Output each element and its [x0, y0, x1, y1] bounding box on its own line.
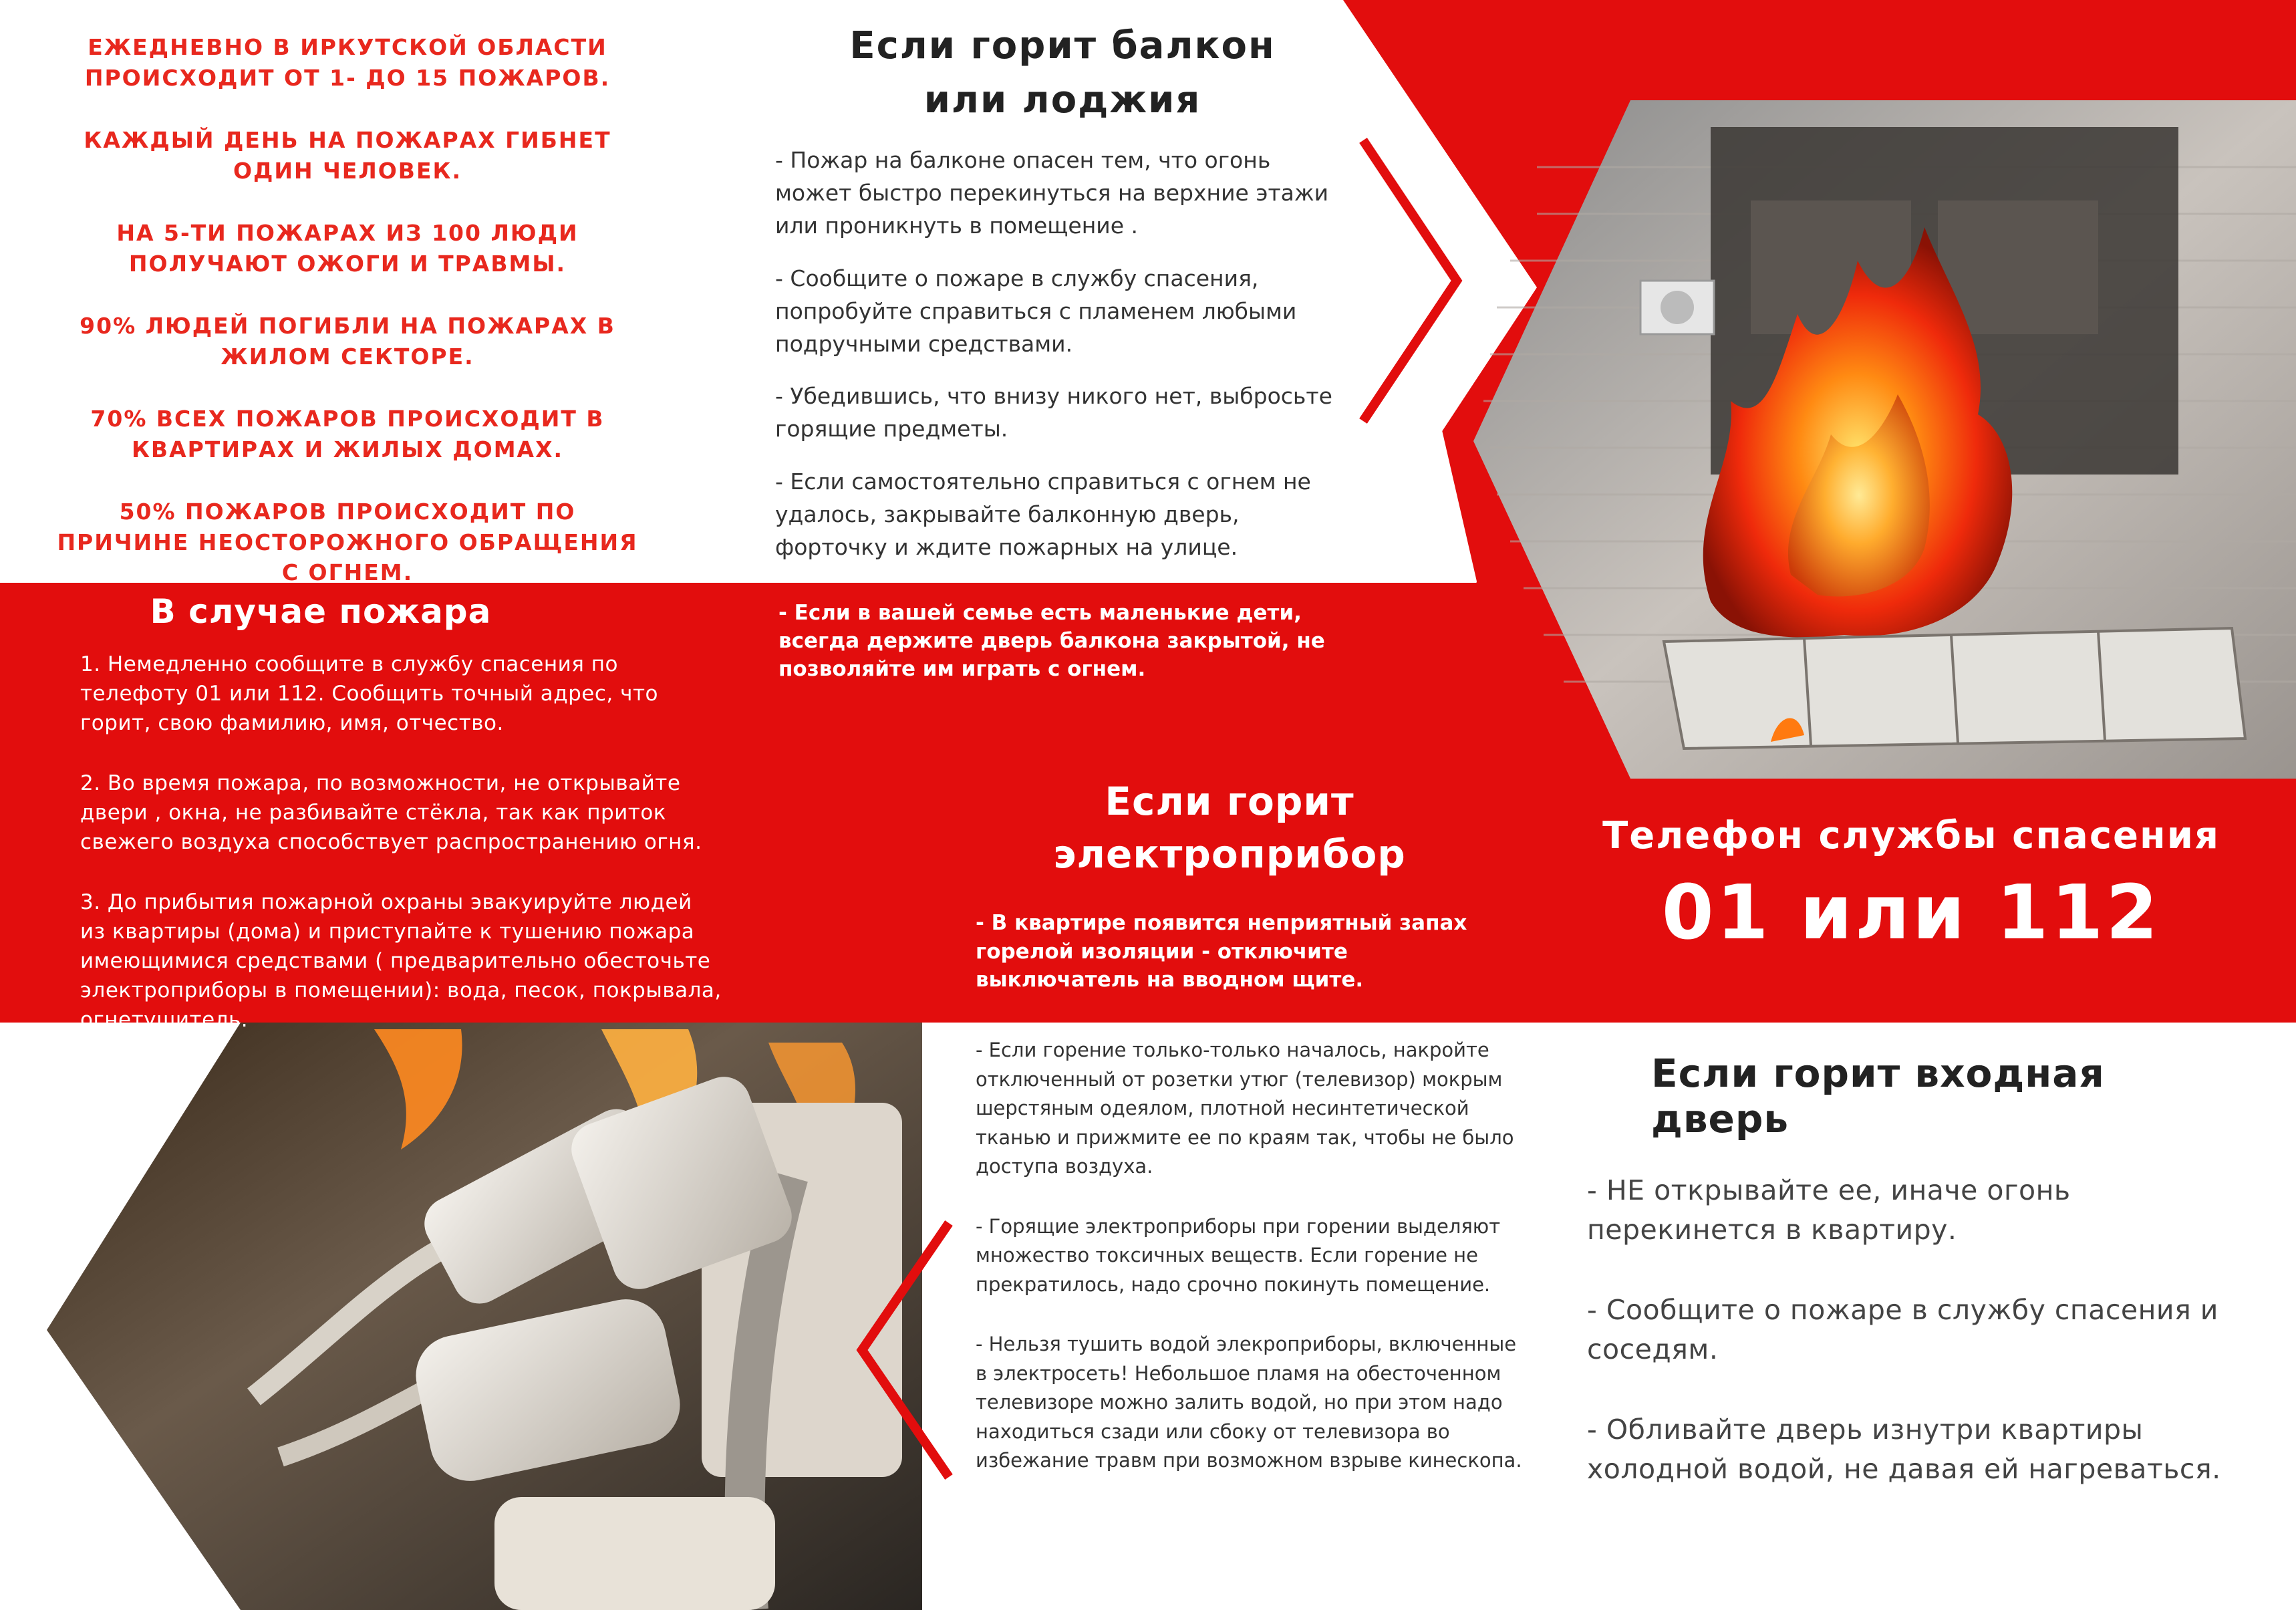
stat-daily-fires: ЕЖЕДНЕВНО В ИРКУТСКОЙ ОБЛАСТИ ПРОИСХОДИТ ОТ 1- ДО 15 ПОЖАРОВ. [84, 34, 611, 91]
door-title: Если горит входная дверь [1651, 1051, 2105, 1142]
stat-injuries: НА 5-ТИ ПОЖАРАХ ИЗ 100 ЛЮДИ ПОЛУЧАЮТ ОЖОГИ И ТРАВМЫ. [116, 220, 579, 277]
balcony-title: Если горит балкон или лоджия [849, 24, 1276, 122]
balcony-section [775, 19, 1350, 583]
door-item: - Обливайте дверь изнутри квартиры холодной водой, не давая ей нагреваться. [1587, 1413, 2221, 1486]
stat-residential-deaths: 90% ЛЮДЕЙ ПОГИБЛИ НА ПОЖАРАХ В ЖИЛОМ СЕКТОРЕ. [80, 313, 615, 370]
emergency-phone-label: Телефон службы спасения [1602, 814, 2220, 857]
fire-case-item: 1. Немедленно сообщите в службу спасения по телефоту 01 или 112. Сообщить точный адрес, что горит, свою фамилию, имя, отчество. [80, 652, 658, 736]
electrical-smell-warning: - В квартире появится неприятный запах горелой изоляции - отключите выключатель на вводном щите. [976, 910, 1467, 992]
electrical-item: - Горящие электроприборы при горении выделяют множество токсичных веществ. Если горение не прекратилось, надо срочно покинуть помещение. [976, 1214, 1501, 1296]
fire-case-item: 3. До прибытия пожарной охраны эвакуируйте людей из квартиры (дома) и приступайте к тушению пожара имеющимися средствами ( предварительно обесточьте электроприборы в помещении): вода, песок, покрывала, огнетушитель. [80, 890, 722, 1033]
fire-case-item: 2. Во время пожара, по возможности, не открывайте двери , окна, не разбивайте стёкла, так как приток свежего воздуха способствует распространению огня. [80, 771, 702, 855]
balcony-item: - Если самостоятельно справиться с огнем не удалось, закрывайте балконную дверь, форточку и ждите пожарных на улице. [775, 468, 1311, 560]
balcony-item: - Пожар на балконе опасен тем, что огонь может быстро перекинуться на верхние этажи или проникнуть в помещение . [775, 147, 1329, 239]
emergency-phone-block [1577, 814, 2245, 956]
door-section [1587, 1051, 2242, 1530]
burning-socket-photo [47, 1023, 922, 1610]
door-instructions [1587, 1171, 2242, 1490]
fire-case-title: В случае пожара [150, 592, 492, 631]
stat-careless-fire: 50% ПОЖАРОВ ПРОИСХОДИТ ПО ПРИЧИНЕ НЕОСТОРОЖНОГО ОБРАЩЕНИЯ С ОГНЕМ. [57, 499, 638, 586]
balcony-kids-warning: - Если в вашей семье есть маленькие дети, всегда держите дверь балкона закрытой, не позволяйте им играть с огнем. [778, 601, 1325, 682]
burning-balcony-photo [1473, 100, 2296, 779]
emergency-phone-number: 01 или 112 [1661, 869, 2161, 956]
electrical-title: Если горит электроприбор [1053, 779, 1406, 877]
fire-statistics [53, 32, 641, 620]
balcony-instructions [775, 144, 1350, 563]
door-item: - НЕ открывайте ее, иначе огонь перекинется в квартиру. [1587, 1174, 2071, 1246]
electrical-item: - Нельзя тушить водой элекроприборы, включенные в электросеть! Небольшое пламя на обесточенном телевизоре можно залить водой, но при этом надо находиться сзади или сбоку от телевизора во избежание травм при возможном взрыве кинескопа. [976, 1333, 1522, 1472]
fire-case-section [80, 592, 722, 1065]
electrical-item: - Если горение только-только началось, накройте отключенный от розетки утюг (телевизор) мокрым шерстяным одеялом, плотной несинтетической тканью и прижмите ее по краям так, чтобы не было доступа воздуха. [976, 1039, 1514, 1178]
electrical-section-header [949, 775, 1510, 994]
balcony-item: - Убедившись, что внизу никого нет, выбросьте горящие предметы. [775, 383, 1332, 442]
stat-apartment-fires: 70% ВСЕХ ПОЖАРОВ ПРОИСХОДИТ В КВАРТИРАХ И ЖИЛЫХ ДОМАХ. [90, 406, 605, 462]
stat-daily-death: КАЖДЫЙ ДЕНЬ НА ПОЖАРАХ ГИБНЕТ ОДИН ЧЕЛОВЕК. [84, 127, 611, 184]
electrical-instructions [976, 1036, 1524, 1506]
balcony-kids-warning-box [778, 599, 1367, 683]
balcony-item: - Сообщите о пожаре в службу спасения, попробуйте справиться с пламенем любыми подручными средствами. [775, 265, 1297, 357]
door-item: - Сообщите о пожаре в службу спасения и соседям. [1587, 1293, 2218, 1366]
fire-case-instructions [80, 650, 722, 1035]
